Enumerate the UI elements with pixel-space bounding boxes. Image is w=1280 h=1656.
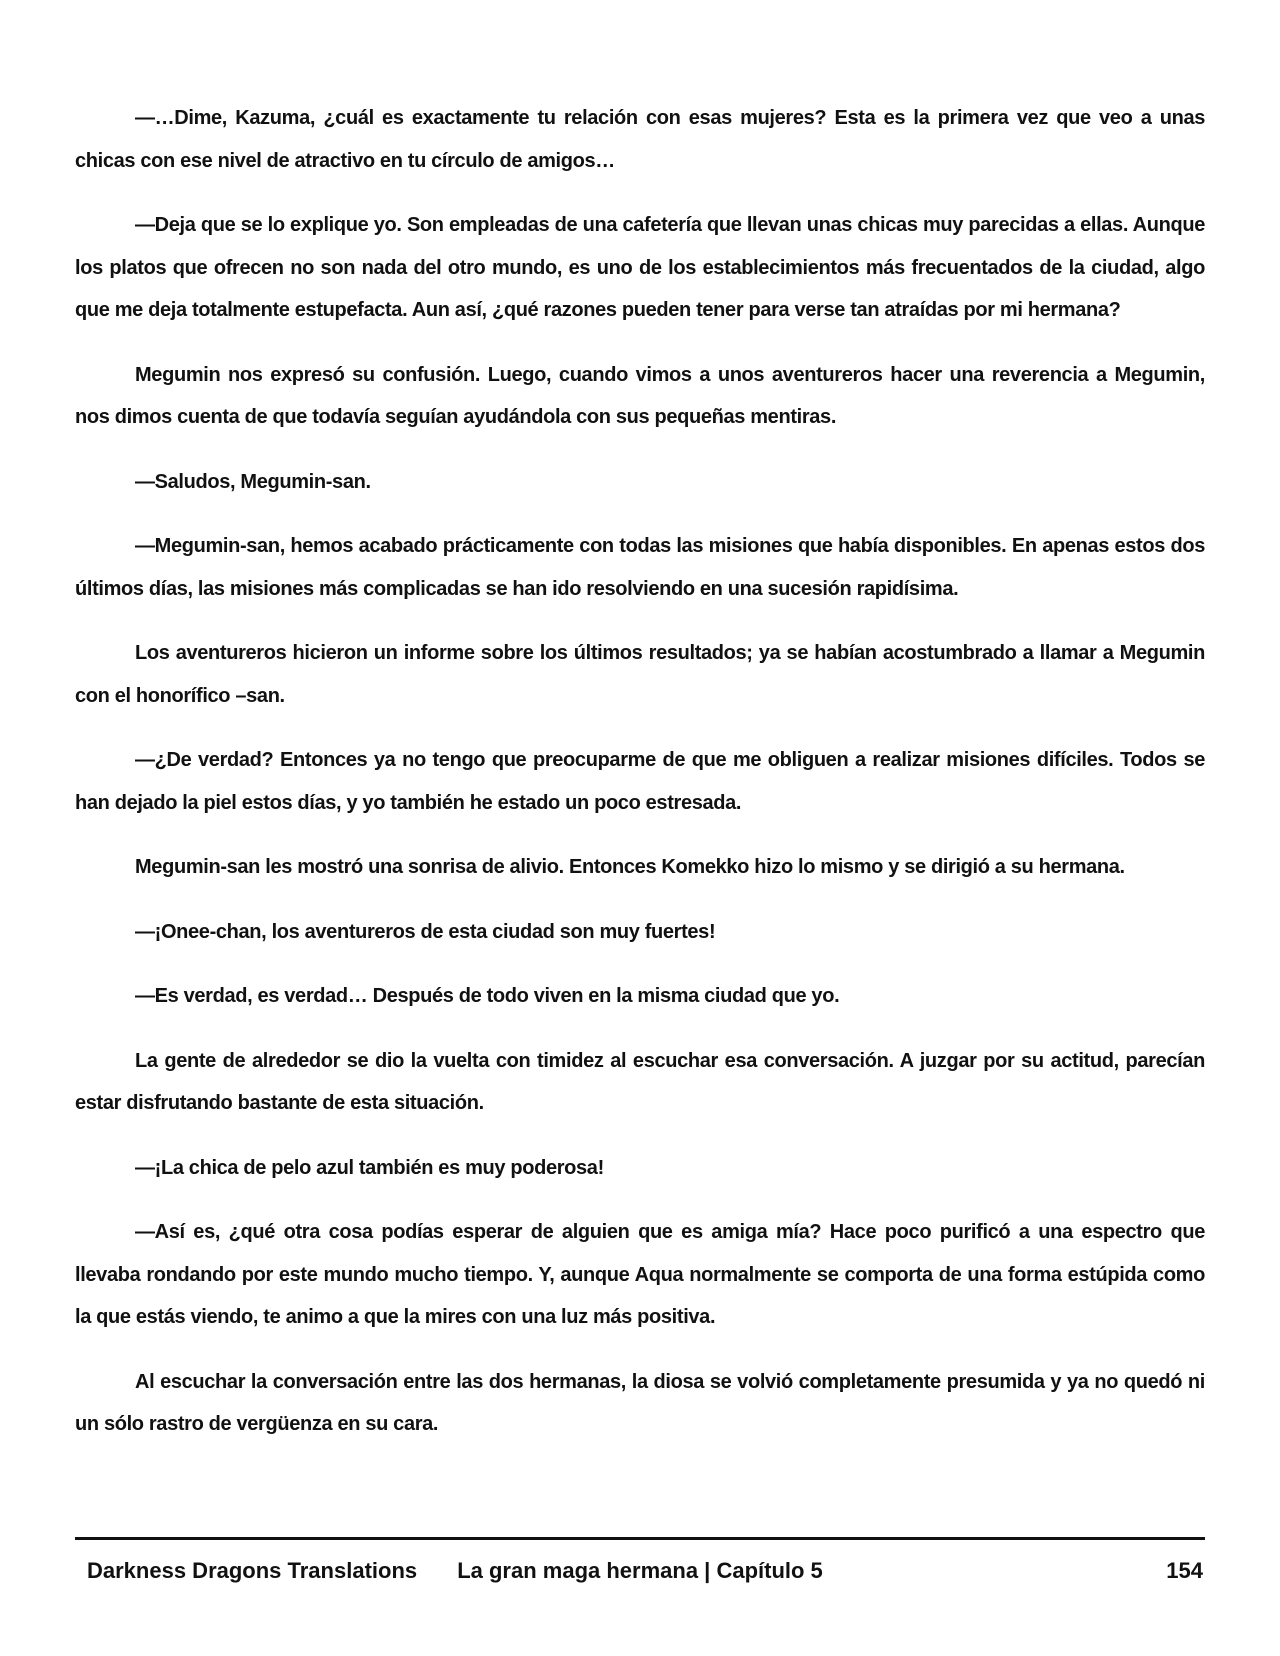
paragraph-7: —¿De verdad? Entonces ya no tengo que preocuparme de que me obliguen a realizar misiones difíciles. Todos se han dejado la piel estos días, y yo también he estado un poco estresada.	[75, 749, 1205, 814]
paragraph-14: Al escuchar la conversación entre las dos hermanas, la diosa se volvió completamente presumida y ya no quedó ni un sólo rastro de vergüenza en su cara.	[75, 1370, 1205, 1435]
footer-divider	[75, 1537, 1205, 1540]
paragraph-12: —¡La chica de pelo azul también es muy poderosa!	[135, 1156, 604, 1179]
body-text	[75, 97, 1205, 1468]
paragraph-3: Megumin nos expresó su confusión. Luego, cuando vimos a unos aventureros hacer una reverencia a Megumin, nos dimos cuenta de que todavía seguían ayudándola con sus pequeñas mentiras.	[75, 363, 1205, 428]
paragraph-8: Megumin-san les mostró una sonrisa de alivio. Entonces Komekko hizo lo mismo y se dirigió a su hermana.	[135, 856, 1125, 878]
paragraph-5: —Megumin-san, hemos acabado prácticamente con todas las misiones que había disponibles. En apenas estos dos últimos días, las misiones más complicadas se han ido resolviendo en una sucesión rapidísima.	[75, 535, 1205, 600]
paragraph-2: —Deja que se lo explique yo. Son empleadas de una cafetería que llevan unas chicas muy parecidas a ellas. Aunque los platos que ofrecen no son nada del otro mundo, es uno de los establecimientos más frecuentados de la ciudad, algo que me deja totalmente estupefacta. Aun así, ¿qué razones pueden tener para verse tan atraídas por mi hermana?	[75, 214, 1205, 321]
paragraph-11: La gente de alrededor se dio la vuelta con timidez al escuchar esa conversación. A juzgar por su actitud, parecían estar disfrutando bastante de esta situación.	[75, 1049, 1205, 1114]
footer-title: La gran maga hermana | Capítulo 5	[457, 1558, 823, 1583]
paragraph-13: —Así es, ¿qué otra cosa podías esperar de alguien que es amiga mía? Hace poco purificó a una espectro que llevaba rondando por este mundo mucho tiempo. Y, aunque Aqua normalmente se comporta de una forma estúpida como la que estás viendo, te animo a que la mires con una luz más positiva.	[75, 1221, 1205, 1328]
paragraph-1: —…Dime, Kazuma, ¿cuál es exactamente tu relación con esas mujeres? Esta es la primera vez que veo a unas chicas con ese nivel de atractivo en tu círculo de amigos…	[75, 107, 1205, 172]
page-footer	[75, 1553, 1205, 1589]
paragraph-6: Los aventureros hicieron un informe sobre los últimos resultados; ya se habían acostumbrado a llamar a Megumin con el honorífico –san.	[75, 642, 1205, 707]
paragraph-4: —Saludos, Megumin-san.	[135, 470, 371, 493]
paragraph-9: —¡Onee-chan, los aventureros de esta ciudad son muy fuertes!	[135, 920, 716, 943]
page-number: 154	[1166, 1558, 1203, 1583]
paragraph-10: —Es verdad, es verdad… Después de todo viven en la misma ciudad que yo.	[135, 985, 840, 1007]
footer-publisher: Darkness Dragons Translations	[87, 1558, 418, 1583]
